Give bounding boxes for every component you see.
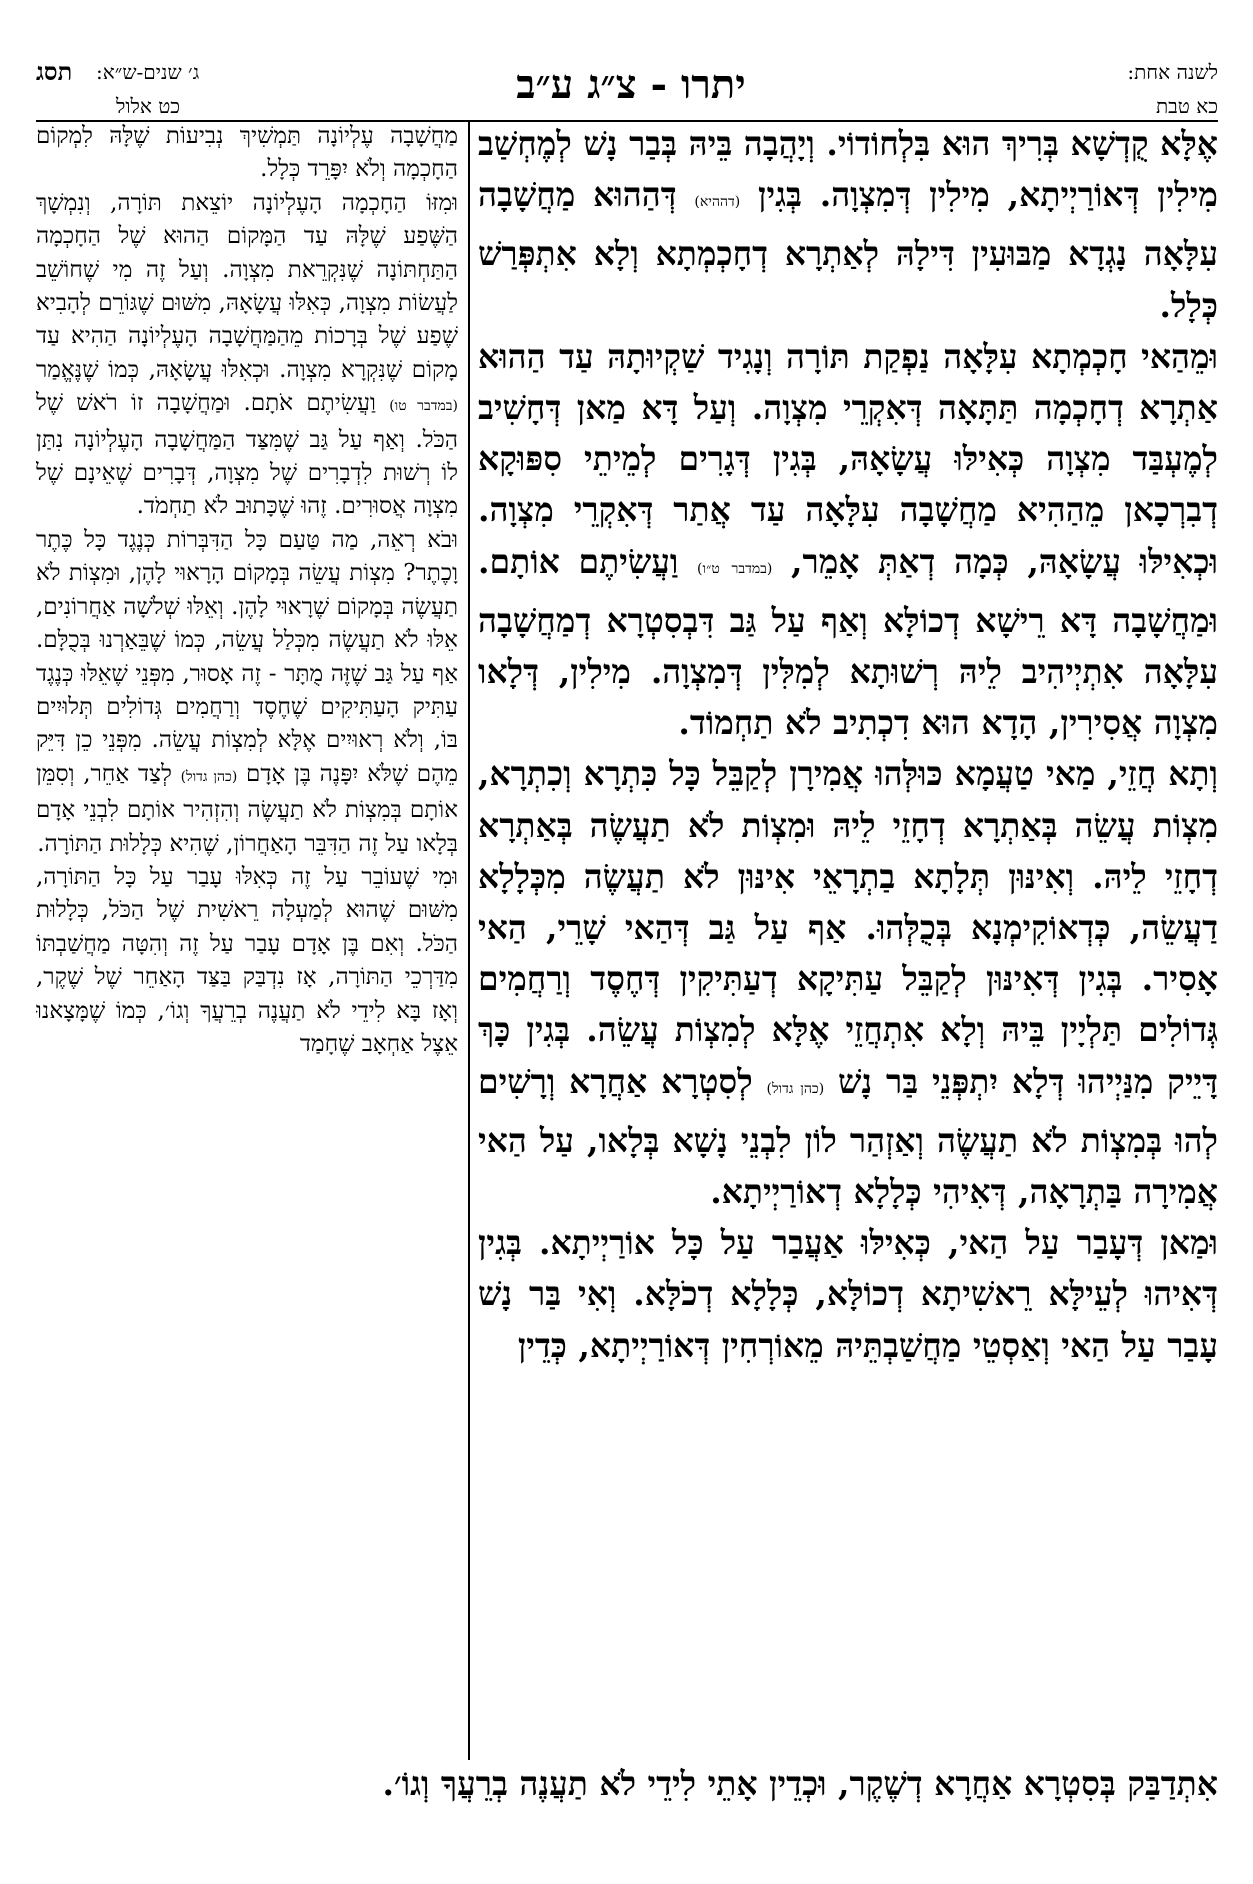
- column-divider: [468, 120, 470, 1760]
- side-paragraph-4: [36, 861, 458, 1061]
- side-paragraph-2: [36, 187, 458, 524]
- side-p1-text: מַחֲשָׁבָה עֶלְיוֹנָה תַּמְשִׁיךְ נְבִיעוֹת שֶׁלָּהּ לִמְקוֹם הַחָכְמָה וְלֹא יִפָּרֵד כְּלָל.: [36, 123, 458, 183]
- header-right: [1018, 55, 1218, 123]
- main-p3b-text: לְסִטְרָא אַחֲרָא וְרָשִׁים לְהוּ בְּמִצְוֹת לֹא תַעֲשֶׂה וְאַזְהַר לוֹן לִבְנֵי נָשָׁא בְּלָאו, עַל הַאי אֲמִירָה בַּתְרָאָה, דְּאִיהִי כְּלָלָא דְאוֹרַיְיתָא.: [478, 1061, 1218, 1212]
- main-p2-ref: (במדבר ט״ו): [697, 560, 773, 577]
- side-p3-ref: (כהן גדול): [180, 768, 238, 785]
- side-column-hebrew-translation: [36, 120, 458, 1750]
- side-p3-text: וּבֹא רְאֵה, מַה טַּעַם כָּל הַדִּבְּרוֹת כְּנֶגֶד כָּל כֶּתֶר וָכֶתֶר? מִצְוֹת עֲשֵׂה בְּמָקוֹם הָרָאוּי לָהֶן, וּמִצְוֹת לֹא תַעֲשֶׂה בְּמָקוֹם שֶׁרָאוּי לָהֶן. וְאֵלּוּ שְׁלֹשָׁה אַחֲרוֹנִים, אֵלּוּ לֹא תַעֲשֶׂה מִכְּלַל עֲשֵׂה, כְּמוֹ שֶׁבֵּאַרְנוּ בְּכֻלָּם. אַף עַל גַּב שֶׁזֶּה מֻתָּר - זֶה אָסוּר, מִפְּנֵי שֶׁאֵלּוּ כְּנֶגֶד עַתִּיק הָעַתִּיקִים שֶׁחֶסֶד וְרַחֲמִים גְּדוֹלִים תְּלוּיִים בּוֹ, וְלֹא רְאוּיִים אֶלָּא לְמִצְוֹת עֲשֵׂה. מִפְּנֵי כֵן דִּיֵּק מֵהֶם שֶׁלֹּא יִפָּנֶה בֶּן אָדָם: [36, 526, 458, 787]
- side-p4-text: וּמִי שֶׁעוֹבֵר עַל זֶה כְּאִלּוּ עָבַר עַל כָּל הַתּוֹרָה, מִשּׁוּם שֶׁהוּא לְמַעְלָה רֵאשִׁית שֶׁל הַכֹּל, כְּלָלוּת הַכֹּל. וְאִם בֶּן אָדָם עָבַר עַל זֶה וְהִטָּה מַחֲשַׁבְתּוֹ מִדַּרְכֵי הַתּוֹרָה, אָז נִדְבַּק בַּצַּד הָאַחֵר שֶׁל שֶׁקֶר, וְאָז בָּא לִידֵי לֹא תַעֲנֶה בְרֵעֲךָ וְגוֹ׳, כְּמוֹ שֶׁמָּצָאנוּ אֵצֶל אַחְאָב שֶׁחָמַד: [36, 863, 458, 1057]
- main-paragraph-4: [478, 1217, 1218, 1371]
- header-date-left: כט אלול: [116, 94, 181, 118]
- side-paragraph-1: [36, 120, 458, 187]
- main-p1-text: אֶלָּא קֻדְשָׁא בְּרִיךְ הוּא בִּלְחוֹדוֹי. וְיָהֲבָה בֵּיהּ בְּבַר נָשׁ לְמֶחְשַׁב מִילִין דְּאוֹרַיְיתָא, מִילִין דְּמִצְוָה. בְּגִין: [478, 124, 1218, 215]
- side-p3b-text: לְצַד אַחֵר, וְסִמֵּן אוֹתָם בְּמִצְוֹת לֹא תַעֲשֶׂה וְהִזְהִיר אוֹתָם לִבְנֵי אָדָם בְּלָאו עַל זֶה הַדִּבֵּר הָאַחֲרוֹן, שֶׁהִיא כְּלָלוּת הַתּוֹרָה.: [36, 760, 458, 857]
- main-paragraph-1: [478, 118, 1218, 331]
- header-date-right: כא טבת: [1155, 94, 1218, 118]
- main-p2b-text: וַעֲשִׂיתֶם אוֹתָם. וּמַחֲשָׁבָה דָּא רֵישָׁא דְכוֹלָּא וְאַף עַל גַּב דִּבְסִטְרָא דְמַחֲשָׁבָה עִלָּאָה אִתְיְיהִיב לֵיהּ רְשׁוּתָא לְמִלִּין דְּמִצְוָה. מִילִין, דְּלָאו מִצְוָה אֲסִירִין, הָדָא הוּא דִכְתִיב לֹא תַחְמוֹד.: [478, 541, 1218, 743]
- bottom-full-width-line: אִתְדַבַּק בְּסִטְרָא אַחֲרָא דְשֶׁקֶר, וּכְדֵין אָתֵי לִידֵי לֹא תַעֲנֶה בְרֵעֲךָ וְגוֹ׳.: [382, 1764, 1218, 1803]
- main-p3-ref: (כהן גדול): [766, 1080, 825, 1097]
- page-title: יתרו - צ״ג ע״ב: [516, 61, 746, 108]
- side-p2-text: וּמִזּוֹ הַחָכְמָה הָעֶלְיוֹנָה יוֹצֵאת תּוֹרָה, וְנִמְשָׁךְ הַשֶּׁפַע שֶׁלָּהּ עַד הַמָּקוֹם הַהוּא שֶׁל הַחָכְמָה הַתַּחְתּוֹנָה שֶׁנִּקְרֵאת מִצְוָה. וְעַל זֶה מִי שֶׁחוֹשֵׁב לַעֲשׂוֹת מִצְוָה, כְּאִלּוּ עֲשָׂאָהּ, מִשּׁוּם שֶׁגּוֹרֵם לְהָבִיא שֶׁפַע שֶׁל בְּרָכוֹת מֵהַמַּחֲשָׁבָה הָעֶלְיוֹנָה הַהִיא עַד מָקוֹם שֶׁנִּקְרָא מִצְוָה. וּכְאִלּוּ עֲשָׂאָהּ, כְּמוֹ שֶׁנֶּאֱמַר: [36, 189, 458, 383]
- side-paragraph-3: [36, 524, 458, 861]
- main-paragraph-3: [478, 748, 1218, 1217]
- header-schedule-one-year: לשנה אחת:: [1127, 60, 1218, 84]
- main-column-aramaic: [478, 118, 1218, 1758]
- page-number: תסג: [36, 57, 73, 86]
- main-p1b-text: דְּהַהוּא מַחֲשָׁבָה עִלָּאָה נָגְדָא מַבּוּעִין דִּילָהּ לְאַתְרָא דְחָכְמְתָא וְלָא אִתְפְּרַשׁ כְּלָל.: [478, 175, 1218, 325]
- side-p2-ref: (במדבר טו): [389, 398, 458, 415]
- main-p2-text: וּמֵהַאי חָכְמְתָא עִלָּאָה נַפְקַת תּוֹרָה וְנָגִיד שַׁקְיוּתָהּ עַד הַהוּא אַתְרָא דְחָכְמָה תַּתָּאָה דְּאִקְרֵי מִצְוָה. וְעַל דָּא מַאן דְּחָשִׁיב לְמֶעְבַּד מִצְוָה כְּאִילּוּ עֲשָׂאָהּ, בְּגִין דְּגָרִים לְמֵיתֵי סִפּוּקָא דְבִרְכָאן מֵהַהִיא מַחֲשָׁבָה עִלָּאָה עַד אֲתַר דְּאִקְרֵי מִצְוָה. וּכְאִילּוּ עֲשָׂאָהּ, כְּמָה דְאַתְּ אָמֵר,: [478, 336, 1218, 581]
- main-p1-ref: (דההיא): [694, 194, 741, 211]
- main-p4-text: וּמַאן דְּעָבַר עַל הַאי, כְּאִילּוּ אַעֲבַר עַל כָּל אוֹרַיְיתָא. בְּגִין דְּאִיהוּ לְעֵילָּא רֵאשִׁיתָא דְכוֹלָּא, כְּלָלָא דְכֹלָּא. וְאִי בַּר נָשׁ עָבַר עַל הַאי וְאַסְטֵי מַחֲשַׁבְתֵּיהּ מֵאוֹרְחִין דְּאוֹרַיְיתָא, כְּדֵין: [478, 1223, 1218, 1365]
- header-schedule-three-years: ג׳ שנים-ש״א:: [96, 60, 200, 84]
- side-p2b-text: וַעֲשִׂיתֶם אֹתָם. וּמַחֲשָׁבָה זוֹ רֹאשׁ שֶׁל הַכֹּל. וְאַף עַל גַּב שֶׁמִּצַּד הַמַּחֲשָׁבָה הָעֶלְיוֹנָה נִתַּן לוֹ רְשׁוּת לִדְבָרִים שֶׁל מִצְוָה, דְּבָרִים שֶׁאֵינָם שֶׁל מִצְוָה אֲסוּרִים. זֶהוּ שֶׁכָּתוּב לֹא תַחְמֹד.: [36, 390, 458, 520]
- main-paragraph-2: [478, 331, 1218, 749]
- main-p3-text: וְתָא חֲזֵי, מַאי טַעֲמָא כּוּלְּהוּ אֲמִירָן לְקַבֵּל כָּל כִּתְרָא וְכִתְרָא, מִצְוֹת עֲשֵׂה בְּאַתְרָא דְחָזֵי לֵיהּ וּמִצְוֹת לֹא תַעֲשֶׂה בְּאַתְרָא דְחָזֵי לֵיהּ. וְאִינּוּן תְּלָתָא בַתְרָאֵי אִינּוּן לֹא תַעֲשֶׂה מִכְּלָלָא דַעֲשֵׂה, כְּדְאוֹקִימְנָא בְּכֻלְּהוּ. אַף עַל גַּב דְּהַאי שָׁרֵי, הַאי אָסִיר. בְּגִין דְּאִינּוּן לְקַבֵּל עַתִּיקָא דְעַתִּיקִין דְּחֶסֶד וְרַחֲמִים גְּדוֹלִים תַּלְיָין בֵּיהּ וְלָא אִתְחֲזֵי אֶלָּא לְמִצְוֹת עֲשֵׂה. בְּגִין כָּךְ דָּיֵיק מִנַּיְיהוּ דְּלָא יִתְפְּנֵי בַּר נָשׁ: [478, 754, 1218, 1101]
